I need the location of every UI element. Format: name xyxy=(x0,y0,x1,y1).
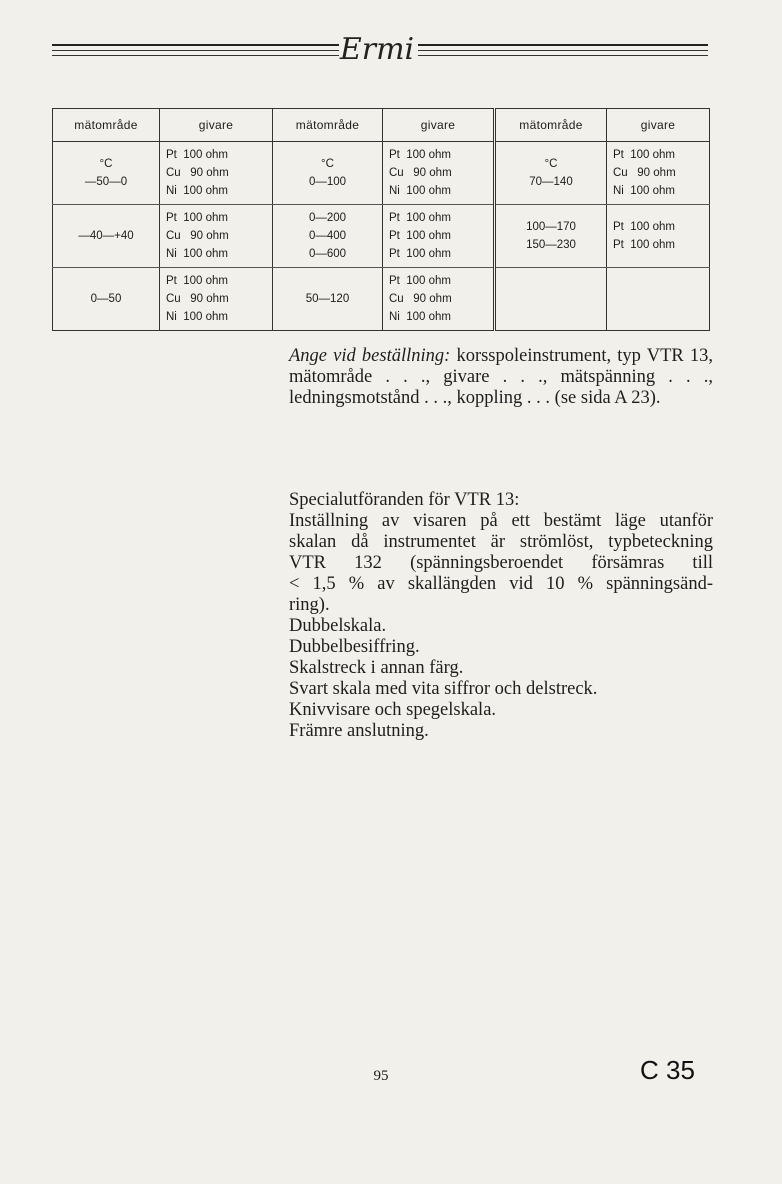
spec-line: skalan då instrumentet är strömlöst, typbeteckning xyxy=(289,532,713,552)
ordering-note-lead: Ange vid beställning: xyxy=(289,346,451,366)
header-rule-left-1 xyxy=(52,44,339,46)
col-header: givare xyxy=(607,109,710,142)
range-value: 0—400 xyxy=(308,230,347,242)
sensor-value: Cu 90 ohm xyxy=(389,293,452,305)
range-value: 0—100 xyxy=(308,176,347,188)
spec-line: < 1,5 % av skallängden vid 10 % spänningsänd- xyxy=(289,574,713,594)
sensor-value: Pt 100 ohm xyxy=(166,149,229,161)
sensor-value: Cu 90 ohm xyxy=(166,293,229,305)
spec-line: Inställning av visaren på ett bestämt läge utanför xyxy=(289,511,713,531)
table-row xyxy=(53,268,710,331)
spec-line: Dubbelskala. xyxy=(289,616,387,636)
sensor-value: Pt 100 ohm xyxy=(389,212,452,224)
sensor-value: Ni 100 ohm xyxy=(613,185,676,197)
table-row xyxy=(53,142,710,205)
sensor-value: Pt 100 ohm xyxy=(613,239,676,251)
table-cell xyxy=(53,268,160,331)
sensor-value: Cu 90 ohm xyxy=(613,167,676,179)
sensor-value: Ni 100 ohm xyxy=(389,185,452,197)
spec-line: Knivvisare och spegelskala. xyxy=(289,700,497,720)
sensor-value: Ni 100 ohm xyxy=(166,311,229,323)
spec-line: Skalstreck i annan färg. xyxy=(289,658,464,678)
measurement-range-table xyxy=(52,108,710,331)
table-cell xyxy=(383,268,495,331)
table-header-row xyxy=(53,109,710,142)
range-value: 0—600 xyxy=(308,248,347,260)
range-value: 0—200 xyxy=(308,212,347,224)
range-value: °C xyxy=(321,158,334,170)
sensor-value: Ni 100 ohm xyxy=(389,311,452,323)
header-rule-right-1 xyxy=(418,44,708,46)
sensor-value: Cu 90 ohm xyxy=(166,230,229,242)
table-row xyxy=(53,205,710,268)
range-value: —50—0 xyxy=(84,176,128,188)
range-value: 0—50 xyxy=(90,293,122,305)
table-cell xyxy=(607,205,710,268)
sensor-value: Pt 100 ohm xyxy=(613,221,676,233)
page-number: 95 xyxy=(373,1068,389,1084)
table-cell xyxy=(53,205,160,268)
sensor-value: Pt 100 ohm xyxy=(613,149,676,161)
range-value: 70—140 xyxy=(529,176,573,188)
ordering-note-text: korsspoleinstrument, typ VTR 13, mätområde . . ., givare . . ., mätspänning . . ., ledningsmotstånd . . ., koppling . . . (se sida A 23). xyxy=(289,346,713,408)
sensor-value: Cu 90 ohm xyxy=(166,167,229,179)
ordering-note xyxy=(289,346,713,409)
col-header: givare xyxy=(383,109,495,142)
spec-line: ring). xyxy=(289,595,330,615)
sensor-value: Pt 100 ohm xyxy=(389,149,452,161)
sensor-value: Pt 100 ohm xyxy=(389,275,452,287)
spec-line: Främre anslutning. xyxy=(289,721,429,741)
range-value: 150—230 xyxy=(526,239,576,251)
table-cell xyxy=(607,142,710,205)
sensor-value: Cu 90 ohm xyxy=(389,167,452,179)
sensor-value: Pt 100 ohm xyxy=(166,275,229,287)
range-value: °C xyxy=(99,158,113,170)
section-code: C 35 xyxy=(640,1055,695,1085)
table-cell xyxy=(495,268,607,331)
spec-line: Svart skala med vita siffror och delstreck. xyxy=(289,679,598,699)
col-header: mätområde xyxy=(273,109,383,142)
sensor-value: Ni 100 ohm xyxy=(166,248,229,260)
col-header: mätområde xyxy=(53,109,160,142)
table-cell xyxy=(160,205,273,268)
header-rule-right-2 xyxy=(418,50,708,51)
table-cell xyxy=(53,142,160,205)
table-cell xyxy=(160,268,273,331)
table-cell xyxy=(160,142,273,205)
table-cell xyxy=(273,142,383,205)
sensor-value: Ni 100 ohm xyxy=(166,185,229,197)
table-cell xyxy=(607,268,710,331)
table-cell xyxy=(273,268,383,331)
range-value: 100—170 xyxy=(526,221,576,233)
sensor-value: Pt 100 ohm xyxy=(166,212,229,224)
brand-logo: Ermi xyxy=(339,32,415,67)
range-value: —40—+40 xyxy=(78,230,134,242)
spec-line: VTR 132 (spänningsberoendet försämras till xyxy=(289,553,713,573)
col-header: mätområde xyxy=(495,109,607,142)
range-value: 50—120 xyxy=(305,293,350,305)
special-versions xyxy=(289,490,713,742)
table-cell xyxy=(383,205,495,268)
spec-line: Dubbelbesiffring. xyxy=(289,637,420,657)
col-header: givare xyxy=(160,109,273,142)
table-cell xyxy=(495,142,607,205)
range-value: °C xyxy=(544,158,558,170)
table-cell xyxy=(383,142,495,205)
header-rule-right-3 xyxy=(418,55,708,56)
table-cell xyxy=(273,205,383,268)
table-cell xyxy=(495,205,607,268)
sensor-value: Pt 100 ohm xyxy=(389,230,452,242)
special-versions-heading: Specialutföranden för VTR 13: xyxy=(289,490,520,510)
sensor-value: Pt 100 ohm xyxy=(389,248,452,260)
header-rule-left-3 xyxy=(52,55,339,56)
header-rule-left-2 xyxy=(52,50,339,51)
